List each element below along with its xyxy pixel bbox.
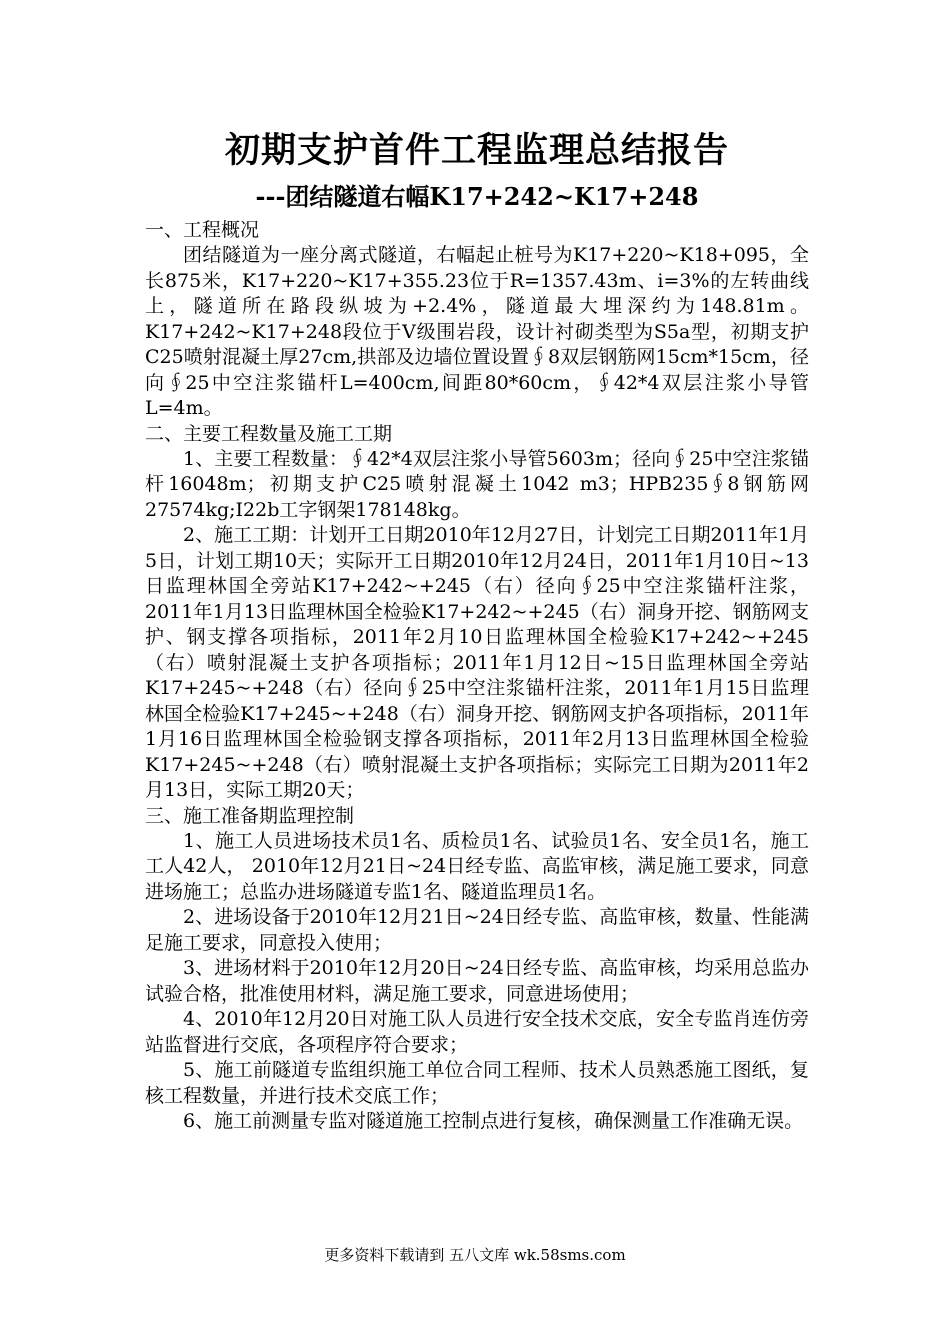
paragraph: 2、施工工期：计划开工日期2010年12月27日，计划完工日期2011年1月5日，计划工期10天；实际开工日期2010年12月24日，2011年1月10日~13日监理林国全旁站K17+242~+245（右）径向∮25中空注浆锚杆注浆，2011年1月13日监理林国全检验K17+242~+245（右）洞身开挖、钢筋网支护、钢支撑各项指标，2011年2月10日监理林国全检验K17+242~+245（右）喷射混凝土支护各项指标；2011年1月12日~15日监理林国全旁站K17+245~+248（右）径向∮25中空注浆锚杆注浆，2011年1月15日监理林国全检验K17+245~+248（右）洞身开挖、钢筋网支护各项指标，2011年1月16日监理林国全检验钢支撑各项指标，2011年2月13日监理林国全检验K17+245~+248（右）喷射混凝土支护各项指标；实际完工日期为2011年2月13日，实际工期20天；	[145, 524, 809, 801]
section-quantities-schedule	[145, 422, 809, 804]
paragraph: 4、2010年12月20日对施工队人员进行安全技术交底，安全专监肖连仿旁站监督进行交底，各项程序符合要求；	[145, 1008, 809, 1056]
paragraph: 3、进场材料于2010年12月20日~24日经专监、高监审核，均采用总监办试验合格，批准使用材料，满足施工要求，同意进场使用；	[145, 957, 809, 1005]
document-page	[145, 128, 809, 1135]
paragraph: 1、主要工程数量：∮42*4双层注浆小导管5603m；径向∮25中空注浆锚杆16048m；初期支护C25喷射混凝土1042 m3；HPB235∮8钢筋网27574kg;I22b工字钢架178148kg。	[145, 447, 809, 521]
section-preparation-control	[145, 804, 809, 1135]
section-overview	[145, 218, 809, 422]
paragraph: 团结隧道为一座分离式隧道，右幅起止桩号为K17+220~K18+095，全长875米，K17+220~K17+355.23位于R=1357.43m、i=3%的左转曲线上，隧道所在路段纵坡为+2.4%，隧道最大埋深约为148.81m。K17+242~K17+248段位于Ⅴ级围岩段，设计衬砌类型为S5a型，初期支护C25喷射混凝土厚27cm,拱部及边墙位置设置∮8双层钢筋网15cm*15cm，径向∮25中空注浆锚杆L=400cm,间距80*60cm，∮42*4双层注浆小导管L=4m。	[145, 244, 809, 419]
footer-link-text: 更多资料下载请到 五八文库 wk.58sms.com	[324, 1246, 626, 1264]
section-heading: 三、施工准备期监理控制	[145, 804, 355, 827]
section-heading: 二、主要工程数量及施工工期	[145, 422, 393, 445]
paragraph: 2、进场设备于2010年12月21日~24日经专监、高监审核，数量、性能满足施工要求，同意投入使用；	[145, 906, 809, 954]
section-heading: 一、工程概况	[145, 219, 260, 241]
paragraph: 1、施工人员进场技术员1名、质检员1名、试验员1名、安全员1名，施工工人42人， 2010年12月21日~24日经专监、高监审核，满足施工要求，同意进场施工；总监办进场隧道专监1名、隧道监理员1名。	[145, 829, 809, 903]
document-subtitle: ---团结隧道右幅K17+242~K17+248	[255, 182, 699, 211]
paragraph: 5、施工前隧道专监组织施工单位合同工程师、技术人员熟悉施工图纸，复核工程数量，并进行技术交底工作；	[145, 1059, 809, 1107]
paragraph: 6、施工前测量专监对隧道施工控制点进行复核，确保测量工作准确无误。	[183, 1110, 804, 1132]
document-title: 初期支护首件工程监理总结报告	[224, 130, 729, 171]
